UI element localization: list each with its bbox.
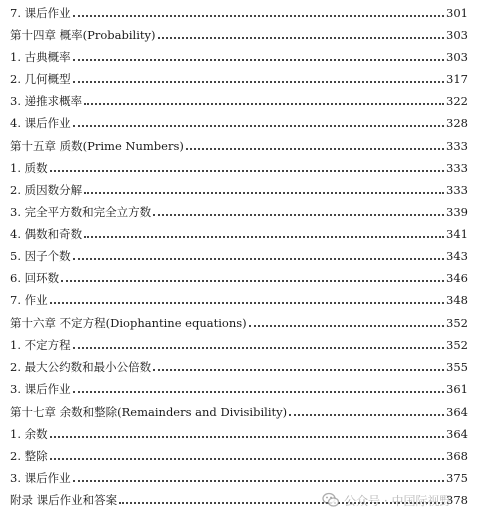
toc-entry: [10, 465, 468, 485]
entry-title: 7. 课后作业: [10, 6, 71, 20]
toc-entry: [10, 287, 468, 307]
chapter-heading: [10, 133, 468, 153]
entry-title: 4. 偶数和奇数: [10, 227, 83, 241]
page-number: 333: [446, 161, 468, 175]
watermark-text: 公众号 · 中国际视野: [344, 493, 452, 508]
entry-title: 6. 回环数: [10, 271, 60, 285]
entry-title: 3. 课后作业: [10, 471, 71, 485]
entry-title: 1. 余数: [10, 427, 48, 441]
entry-title: 2. 最大公约数和最小公倍数: [10, 360, 152, 374]
toc-entry: [10, 199, 468, 219]
page-number: 378: [446, 493, 468, 507]
entry-title: 3. 完全平方数和完全立方数: [10, 205, 152, 219]
toc-entry: [10, 354, 468, 374]
dot-leader: [186, 148, 444, 150]
dot-leader: [153, 214, 444, 216]
entry-title: 3. 递推求概率: [10, 94, 83, 108]
page-number: 303: [446, 28, 468, 42]
dot-leader: [84, 103, 444, 105]
toc-entry: [10, 88, 468, 108]
entry-title: 第十七章 余数和整除(Remainders and Divisibility): [10, 405, 288, 419]
page-number: 317: [446, 72, 468, 86]
dot-leader: [73, 258, 444, 260]
page-number: 352: [446, 338, 468, 352]
entry-title: 4. 课后作业: [10, 116, 71, 130]
page-number: 328: [446, 116, 468, 130]
dot-leader: [73, 347, 444, 349]
dot-leader: [50, 436, 444, 438]
entry-title: 第十四章 概率(Probability): [10, 28, 156, 42]
dot-leader: [158, 37, 445, 39]
toc-entry: [10, 177, 468, 197]
toc-entry: [10, 332, 468, 352]
dot-leader: [153, 369, 444, 371]
page-number: 333: [446, 183, 468, 197]
entry-title: 2. 几何概型: [10, 72, 71, 86]
entry-title: 1. 不定方程: [10, 338, 71, 352]
page-number: 352: [446, 316, 468, 330]
dot-leader: [61, 280, 444, 282]
page-number: 322: [446, 94, 468, 108]
dot-leader: [84, 236, 444, 238]
page-number: 341: [446, 227, 468, 241]
page-number: 303: [446, 50, 468, 64]
toc-entry: [10, 155, 468, 175]
dot-leader: [50, 458, 444, 460]
page-number: 361: [446, 382, 468, 396]
dot-leader: [50, 170, 444, 172]
toc-entry: [10, 443, 468, 463]
entry-title: 附录 课后作业和答案: [10, 493, 118, 507]
dot-leader: [289, 414, 444, 416]
wechat-icon: [322, 491, 340, 509]
toc-entry: [10, 376, 468, 396]
entry-title: 1. 质数: [10, 161, 48, 175]
page-number: 343: [446, 249, 468, 263]
dot-leader: [84, 192, 444, 194]
entry-title: 2. 质因数分解: [10, 183, 83, 197]
toc-entry: [10, 243, 468, 263]
dot-leader: [73, 15, 444, 17]
dot-leader: [50, 302, 444, 304]
dot-leader: [73, 59, 444, 61]
page-number: 364: [446, 405, 468, 419]
page-number: 375: [446, 471, 468, 485]
toc-entry: [10, 44, 468, 64]
entry-title: 3. 课后作业: [10, 382, 71, 396]
entry-title: 2. 整除: [10, 449, 48, 463]
toc-entry: [10, 0, 468, 20]
toc-entry: [10, 221, 468, 241]
toc-entry: [10, 421, 468, 441]
page-number: 333: [446, 139, 468, 153]
page-number: 339: [446, 205, 468, 219]
chapter-heading: [10, 22, 468, 42]
dot-leader: [73, 81, 444, 83]
dot-leader: [249, 325, 444, 327]
toc-entry: [10, 265, 468, 285]
entry-title: 7. 作业: [10, 293, 48, 307]
entry-title: 1. 古典概率: [10, 50, 71, 64]
dot-leader: [73, 480, 444, 482]
dot-leader: [73, 391, 444, 393]
chapter-heading: [10, 399, 468, 419]
page-number: 368: [446, 449, 468, 463]
page-number: 364: [446, 427, 468, 441]
watermark: [322, 488, 451, 512]
entry-title: 第十五章 质数(Prime Numbers): [10, 139, 184, 153]
chapter-heading: [10, 310, 468, 330]
dot-leader: [73, 125, 444, 127]
page-number: 301: [446, 6, 468, 20]
page-number: 348: [446, 293, 468, 307]
entry-title: 5. 因子个数: [10, 249, 71, 263]
toc-entry: [10, 110, 468, 130]
page-number: 355: [446, 360, 468, 374]
page-number: 346: [446, 271, 468, 285]
toc-entry: [10, 66, 468, 86]
entry-title: 第十六章 不定方程(Diophantine equations): [10, 316, 247, 330]
